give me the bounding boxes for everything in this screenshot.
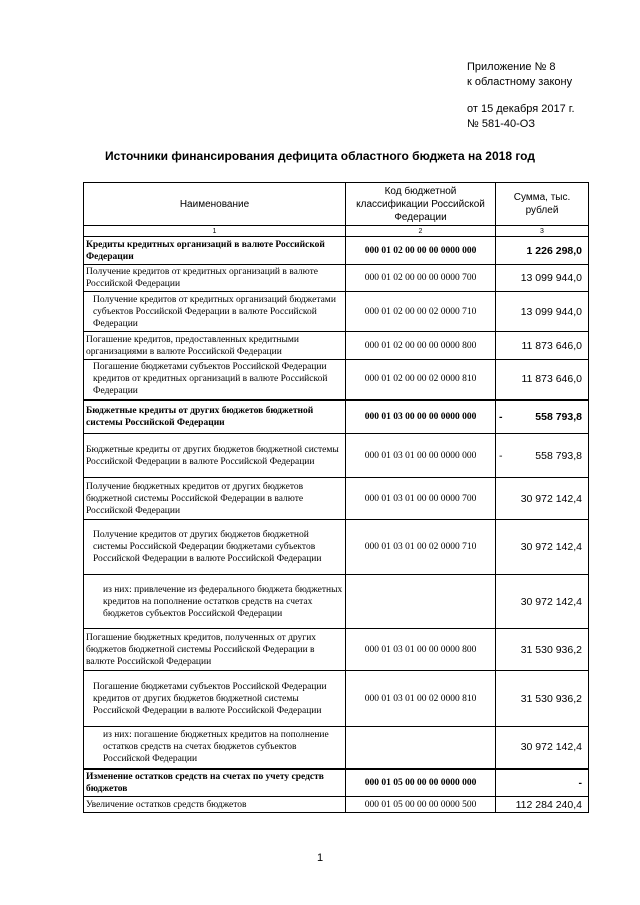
row-code: 000 01 02 00 00 00 0000 700 bbox=[346, 265, 496, 292]
row-code: 000 01 03 00 00 00 0000 000 bbox=[346, 400, 496, 434]
row-name: из них: привлечение из федерального бюджета бюджетных кредитов на пополнение остатков средств на счетах бюджетов субъектов Российской Федерации bbox=[84, 575, 346, 629]
sign: - bbox=[499, 449, 503, 462]
row-sum bbox=[496, 292, 589, 332]
sum-value: - bbox=[578, 776, 582, 789]
table-row bbox=[84, 265, 589, 292]
row-sum bbox=[496, 520, 589, 575]
table-row bbox=[84, 478, 589, 520]
row-name: Получение бюджетных кредитов от других бюджетов бюджетной системы Российской Федерации в валюте Российской Федерации bbox=[84, 478, 346, 520]
sum-value: 11 873 646,0 bbox=[521, 339, 582, 352]
row-name: Бюджетные кредиты от других бюджетов бюджетной системы Российской Федерации в валюте Российской Федерации bbox=[84, 434, 346, 478]
table-row bbox=[84, 671, 589, 727]
sign: - bbox=[499, 410, 503, 423]
table-row bbox=[84, 400, 589, 434]
sum-value: 558 793,8 bbox=[535, 410, 582, 423]
sum-value: 30 972 142,4 bbox=[520, 595, 582, 608]
table-row bbox=[84, 797, 589, 813]
row-name: Бюджетные кредиты от других бюджетов бюджетной системы Российской Федерации bbox=[84, 400, 346, 434]
row-sum bbox=[496, 797, 589, 813]
sum-value: 30 972 142,4 bbox=[520, 492, 582, 505]
header-code: Код бюджетной классификации Российской Федерации bbox=[346, 183, 496, 226]
row-sum bbox=[496, 727, 589, 769]
row-code: 000 01 02 00 00 00 0000 800 bbox=[346, 332, 496, 360]
column-number-row bbox=[84, 226, 589, 237]
table-row bbox=[84, 727, 589, 769]
row-name: Увеличение остатков средств бюджетов bbox=[84, 797, 346, 813]
sum-value: 13 099 944,0 bbox=[520, 305, 582, 318]
table-row bbox=[84, 434, 589, 478]
table-row bbox=[84, 237, 589, 265]
table-header-row bbox=[84, 183, 589, 226]
table-row bbox=[84, 292, 589, 332]
row-name: из них: погашение бюджетных кредитов на пополнение остатков средств на счетах бюджетов субъектов Российской Федерации bbox=[84, 727, 346, 769]
row-sum bbox=[496, 434, 589, 478]
row-code: 000 01 03 01 00 00 0000 000 bbox=[346, 434, 496, 478]
column-number: 2 bbox=[346, 226, 496, 237]
sum-value: 112 284 240,4 bbox=[515, 798, 582, 811]
row-sum bbox=[496, 478, 589, 520]
sum-value: 1 226 298,0 bbox=[526, 244, 582, 257]
sum-value: 31 530 936,2 bbox=[520, 692, 582, 705]
sum-value: 30 972 142,4 bbox=[520, 741, 582, 754]
table-row bbox=[84, 520, 589, 575]
appendix-line-3: от 15 декабря 2017 г. bbox=[467, 103, 575, 115]
sum-value: 13 099 944,0 bbox=[520, 272, 582, 284]
column-number: 1 bbox=[84, 226, 346, 237]
row-code: 000 01 02 00 00 00 0000 000 bbox=[346, 237, 496, 265]
appendix-line-4: № 581-40-ОЗ bbox=[467, 117, 535, 130]
table-row bbox=[84, 360, 589, 400]
row-code: 000 01 02 00 00 02 0000 710 bbox=[346, 292, 496, 332]
column-number: 3 bbox=[496, 226, 589, 237]
row-sum bbox=[496, 629, 589, 671]
row-name: Получение кредитов от кредитных организаций бюджетами субъектов Российской Федерации в валюте Российской Федерации bbox=[84, 292, 346, 332]
row-code: 000 01 05 00 00 00 0000 500 bbox=[346, 797, 496, 813]
row-code: 000 01 05 00 00 00 0000 000 bbox=[346, 769, 496, 797]
row-sum bbox=[496, 237, 589, 265]
appendix-line-1: Приложение № 8 bbox=[467, 61, 556, 73]
header-sum: Сумма, тыс. рублей bbox=[496, 183, 589, 226]
financing-table bbox=[83, 182, 589, 813]
sum-value: 30 972 142,4 bbox=[520, 541, 582, 553]
page-title: Источники финансирования дефицита областного бюджета на 2018 год bbox=[105, 149, 535, 163]
row-name: Получение кредитов от кредитных организаций в валюте Российской Федерации bbox=[84, 265, 346, 292]
row-name: Кредиты кредитных организаций в валюте Российской Федерации bbox=[84, 237, 346, 265]
sum-value: 11 873 646,0 bbox=[521, 373, 582, 386]
row-sum bbox=[496, 769, 589, 797]
row-code bbox=[346, 727, 496, 769]
page-number: 1 bbox=[316, 852, 324, 864]
header-name: Наименование bbox=[84, 183, 346, 226]
appendix-line-2: к областному закону bbox=[467, 75, 573, 88]
row-sum bbox=[496, 265, 589, 292]
row-sum bbox=[496, 360, 589, 400]
appendix-header bbox=[467, 60, 575, 131]
sum-value: 31 530 936,2 bbox=[520, 643, 582, 656]
table-row bbox=[84, 332, 589, 360]
row-code: 000 01 03 01 00 00 0000 800 bbox=[346, 629, 496, 671]
row-code: 000 01 02 00 00 02 0000 810 bbox=[346, 360, 496, 400]
row-name: Погашение кредитов, предоставленных кредитными организациями в валюте Российской Федерации bbox=[84, 332, 346, 360]
table-row bbox=[84, 769, 589, 797]
row-name: Изменение остатков средств на счетах по учету средств бюджетов bbox=[84, 769, 346, 797]
row-sum bbox=[496, 575, 589, 629]
sum-value: 558 793,8 bbox=[535, 449, 582, 462]
row-name: Погашение бюджетами субъектов Российской Федерации кредитов от кредитных организаций в валюте Российской Федерации bbox=[84, 360, 346, 400]
row-name: Погашение бюджетных кредитов, полученных от других бюджетов бюджетной системы Российской Федерации в валюте Российской Федерации bbox=[84, 629, 346, 671]
row-code bbox=[346, 575, 496, 629]
row-sum bbox=[496, 332, 589, 360]
table-row bbox=[84, 575, 589, 629]
row-code: 000 01 03 01 00 02 0000 710 bbox=[346, 520, 496, 575]
row-code: 000 01 03 01 00 00 0000 700 bbox=[346, 478, 496, 520]
row-name: Получение кредитов от других бюджетов бюджетной системы Российской Федерации бюджетами субъектов Российской Федерации в валюте Российской Федерации bbox=[84, 520, 346, 575]
table-row bbox=[84, 629, 589, 671]
row-name: Погашение бюджетами субъектов Российской Федерации кредитов от других бюджетов бюджетной системы Российской Федерации в валюте Российской Федерации bbox=[84, 671, 346, 727]
row-sum bbox=[496, 400, 589, 434]
row-sum bbox=[496, 671, 589, 727]
row-code: 000 01 03 01 00 02 0000 810 bbox=[346, 671, 496, 727]
